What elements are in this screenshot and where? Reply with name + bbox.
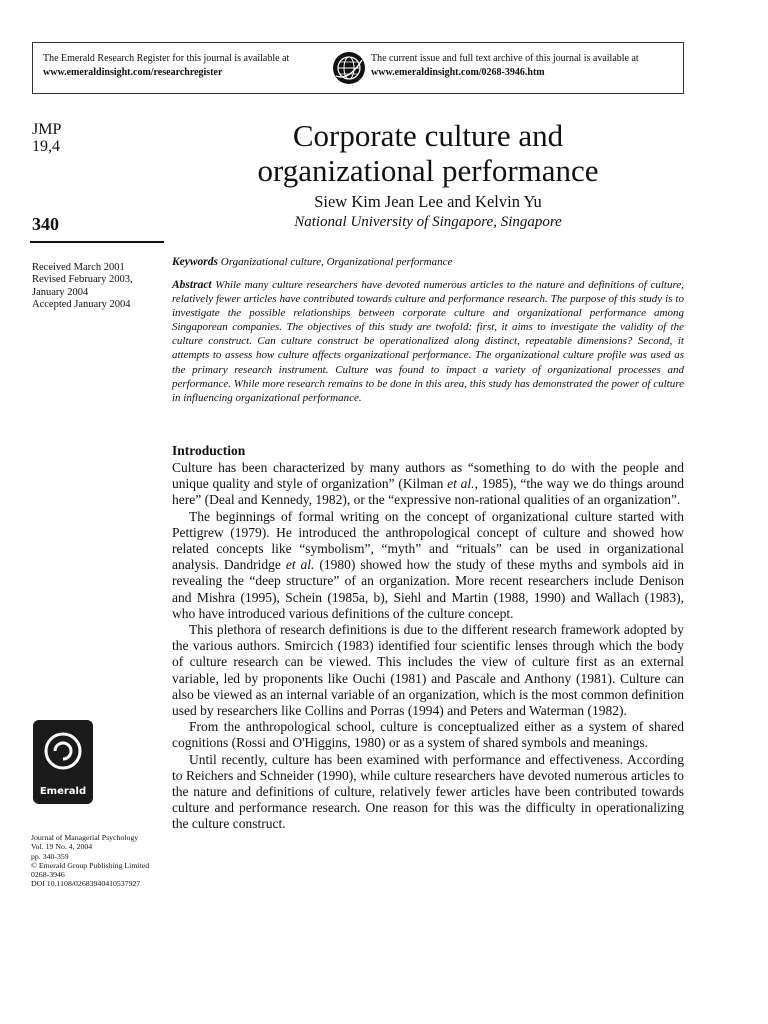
paragraph-5: Until recently, culture has been examined with performance and effectiveness. According to Reichers and Schneider (1990), while culture researchers have devoted numerous articles to the nature and definitions of culture, relatively fewer articles have been contributed towards culture and performance research. One reason for this was the difficulty in operationalizing the culture construct. [172,751,684,832]
full-text-archive-notice [371,52,639,80]
archive-text: The current issue and full text archive of this journal is available at [371,53,639,64]
logo-wordmark: Emerald [39,786,87,797]
keywords-text: Organizational culture, Organizational performance [220,256,453,268]
journal-pages: pp. 340-359 [31,851,69,861]
sidebar-divider [30,241,164,243]
authors: Siew Kim Jean Lee and Kelvin Yu [314,192,542,211]
revised-date-cont: January 2004 [32,286,89,298]
abstract [172,278,684,405]
globe-icon [332,51,366,85]
research-register-text: The Emerald Research Register for this journal is available at [43,53,290,64]
journal-abbrev: JMP [32,121,62,138]
abstract-label: Abstract [172,279,212,291]
journal-issue: Vol. 19 No. 4, 2004 [31,842,93,852]
affiliation: National University of Singapore, Singapore [294,214,562,230]
research-register-link[interactable]: www.emeraldinsight.com/researchregister [43,67,223,78]
journal-issn: 0268-3946 [31,870,65,880]
emerald-logo-mark [42,728,84,780]
paragraph-2: The beginnings of formal writing on the concept of organizational culture started with Pettigrew (1979). He introduced the anthropological concept of culture and showed how related concepts like “symbolism”, “myth” and “rituals” can be used in organizational analysis. Dandridge et al. (1980) showed how the study of these myths and symbols aid in revealing the “deep structure” of an organization. More recent researchers include Denison and Mishra (1995), Schein (1985a, b), Siehl and Martin (1988, 1990) and Wallach (1983), who have introduced various definitions of the culture concept. [172,508,684,621]
section-heading-introduction: Introduction [172,443,246,458]
revised-date: Revised February 2003, [32,274,133,286]
page-number: 340 [32,214,59,234]
title-line-1: Corporate culture and [292,118,564,153]
abstract-text: While many culture researchers have devoted numerous articles to the nature and definitions of culture, relatively fewer articles have contributed towards culture and performance research. The purpose of this study is to investigate the possible relationships between corporate culture and organizational performance among Singaporean companies. The objectives of this study are twofold: first, it aims to investigate the validity of the culture construct. Can culture construct be operationalized along distinct, repeatable dimensions? Second, it attempts to assess how culture affects organizational performance. The organizational culture profile was used as the primary research instrument. Culture was found to impact a variety of organizational processes and performance. While more research remains to be done in this area, this study has demonstrated the power of culture in influencing organizational performance. [172,279,684,404]
paragraph-3: This plethora of research definitions is due to the different research framework adopted by the various authors. Smircich (1983) identified four scientific lenses through which the body of culture research can be viewed. This includes the view of culture first as an external variable, led by proponents like Ouchi (1981) and Pascale and Anthony (1981). Culture can also be viewed as an internal variable of an organization, which is the most common definition used by researchers like Collins and Porras (1994) and Peters and Waterman (1982). [172,622,684,719]
paragraph-1: Culture has been characterized by many authors as “something to do with the people and unique quality and style of organization” (Kilman et al., 1985), “the way we do things around here” (Deal and Kennedy, 1982), or the “expressive non-rational qualities of an organization”. [172,460,684,508]
article-title [172,118,684,188]
journal-volume: 19,4 [32,138,60,155]
submission-dates [32,262,172,311]
received-date: Received March 2001 [32,262,125,273]
journal-code [32,121,61,155]
journal-name: Journal of Managerial Psychology [31,833,139,842]
research-register-notice [43,52,289,80]
emerald-logo [33,720,93,804]
journal-doi: DOI 10.1108/02683940410537927 [31,879,141,889]
journal-copyright: © Emerald Group Publishing Limited [31,860,150,870]
title-line-2: organizational performance [257,153,599,188]
accepted-date: Accepted January 2004 [32,298,131,310]
access-banner [32,42,684,94]
keywords-label: Keywords [172,256,218,268]
journal-citation [31,833,171,889]
paragraph-4: From the anthropological school, culture is conceptualized either as a system of shared cognitions (Rossi and O'Higgins, 1980) or as a system of shared symbols and meanings. [172,719,684,751]
body-text [172,460,684,833]
archive-link[interactable]: www.emeraldinsight.com/0268-3946.htm [371,67,545,78]
keywords [172,256,684,268]
